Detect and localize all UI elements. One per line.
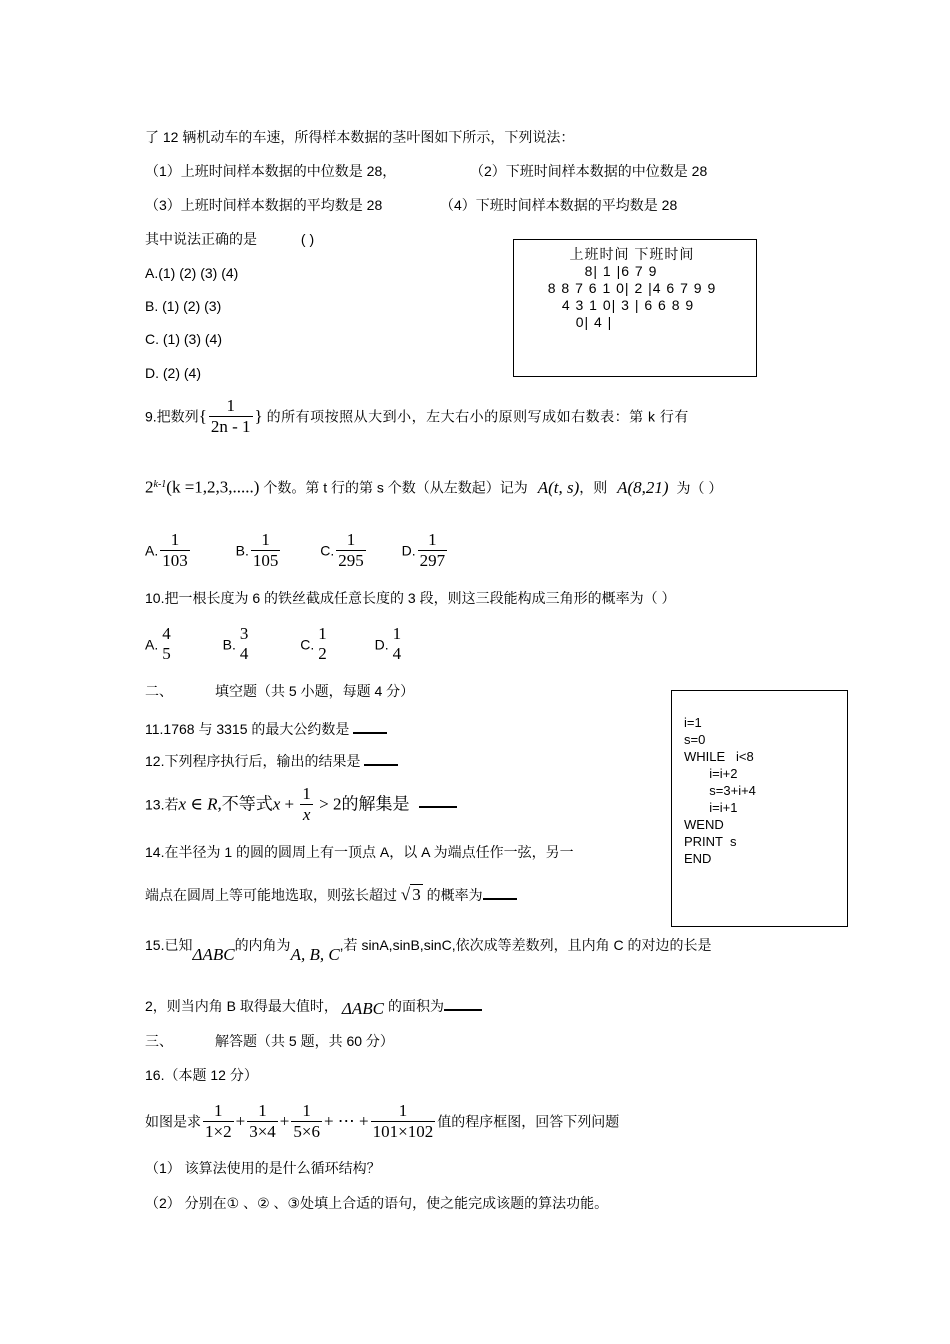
stem-leaf-box (513, 239, 757, 377)
q9-option-b: B. $\frac{1}{105}$ (235, 530, 279, 570)
q10-option-a: A. 4 5 (145, 624, 171, 663)
answer-blank (483, 884, 517, 900)
q11-text: 11.1768 与 3315 的最大公约数是 (145, 718, 387, 738)
q16-part-2: （2） 分别在① 、② 、③处填上合适的语句，使之能完成该题的算法功能。 (145, 1195, 609, 1211)
stem-leaf-row: 0| 4 | (575, 314, 613, 330)
stem-leaf-row: 8| 1 |6 7 9 (584, 263, 658, 279)
q8-statement-1: （1）上班时间样本数据的中位数是 28， (145, 163, 397, 179)
program-code-box (671, 690, 848, 927)
q10-option-b: B. 3 4 (222, 624, 249, 663)
q15-line1: 15.已知ΔABC的内角为A, B, C,若 sinA,sinB,sinC,依次成等差数列，且内角 C 的对边的长是 (145, 937, 712, 964)
q9-line2: $2^{k-1}(k =1,2,3,.....)$ 个数。第 t 行的第 s 个数（从左数起）记为 A(t, s)，则 A(8,21) 为（ ） (145, 477, 723, 497)
q9-option-a: A. $\frac{1}{103}$ (145, 530, 188, 570)
q10-options (145, 624, 405, 664)
q10-option-c: C. 1 2 (300, 624, 327, 663)
q14-line1: 14.在半径为 1 的圆的圆周上有一顶点 A，以 A 为端点任作一弦，另一 (145, 844, 574, 860)
q8-option-c: C. (1) (3) (4) (145, 331, 222, 347)
q15-line2: 2，则当内角 B 取得最大值时， ΔABC 的面积为 (145, 995, 482, 1017)
q8-statement-4: （4）下班时间样本数据的平均数是 28 (440, 197, 678, 213)
q8-option-a: A.(1) (2) (3) (4) (145, 265, 239, 281)
q16-part-1: （1） 该算法使用的是什么循环结构？ (145, 1160, 381, 1176)
q9-line1: 9.把数列{ $\frac{1}{2n - 1}$ } 的所有项按照从大到小，左大右小的原则写成如右数表：第 k 行有 (145, 396, 689, 436)
q9-option-c: C. $\frac{1}{295}$ (320, 530, 364, 570)
answer-blank (419, 792, 457, 808)
q16-expression: 如图是求 $\frac{1}{1\times 2}$ + $\frac{1}{3\times 4}$ + $\frac{1}{5\times 6}$ + ⋯ + $\frac{1}{101\times 102}$ 值的程序框图，回答下列问题 (145, 1101, 620, 1141)
section-3-heading: 三、 解答题（共 5 题，共 60 分） (145, 1033, 394, 1049)
answer-blank (353, 718, 387, 734)
section-2-heading: 二、 填空题（共 5 小题，每题 4 分） (145, 683, 415, 699)
q10-text: 10.把一根长度为 6 的铁丝截成任意长度的 3 段，则这三段能构成三角形的概率为（ ） (145, 590, 676, 606)
q8-question: 其中说法正确的是 ( ) (145, 231, 315, 247)
q9-options (145, 530, 449, 571)
q10-option-d: D. 1 4 (374, 624, 402, 663)
program-code: i=1 s=0 WHILE i<8 i=i+2 s=3+i+4 i=i+1 WEND PRINT s END (684, 715, 756, 866)
q9-sequence-fraction: $\frac{1}{2n - 1}$ (210, 396, 251, 436)
q8-intro: 了 12 辆机动车的车速，所得样本数据的茎叶图如下所示，下列说法： (145, 129, 575, 145)
q12-text: 12.下列程序执行后，输出的结果是 (145, 750, 398, 770)
q8-statement-3: （3）上班时间样本数据的平均数是 28 (145, 197, 383, 213)
answer-blank (444, 995, 482, 1011)
stem-leaf-header: 上班时间 下班时间 (569, 246, 695, 262)
stem-leaf-row: 8 8 7 6 1 0| 2 |4 6 7 9 9 (547, 280, 717, 296)
q9-option-d: D. $\frac{1}{297}$ (401, 530, 446, 570)
answer-paren: ( ) (300, 231, 315, 247)
stem-leaf-row: 4 3 1 0| 3 | 6 6 8 9 (561, 297, 695, 313)
q16-heading: 16.（本题 12 分） (145, 1067, 258, 1083)
q13-text: 13.若x ∈ R,不等式x + $\frac{1}{x}$ > 2的解集是 (145, 784, 457, 825)
sqrt-3: √ 3 (400, 885, 421, 904)
q8-statement-2: （2）下班时间样本数据的中位数是 28 (470, 163, 708, 179)
q8-option-d: D. (2) (4) (145, 365, 201, 381)
q14-line2: 端点在圆周上等可能地选取，则弦长超过 √ 3 的概率为 (145, 878, 517, 906)
answer-blank (364, 750, 398, 766)
q8-option-b: B. (1) (2) (3) (145, 298, 222, 314)
